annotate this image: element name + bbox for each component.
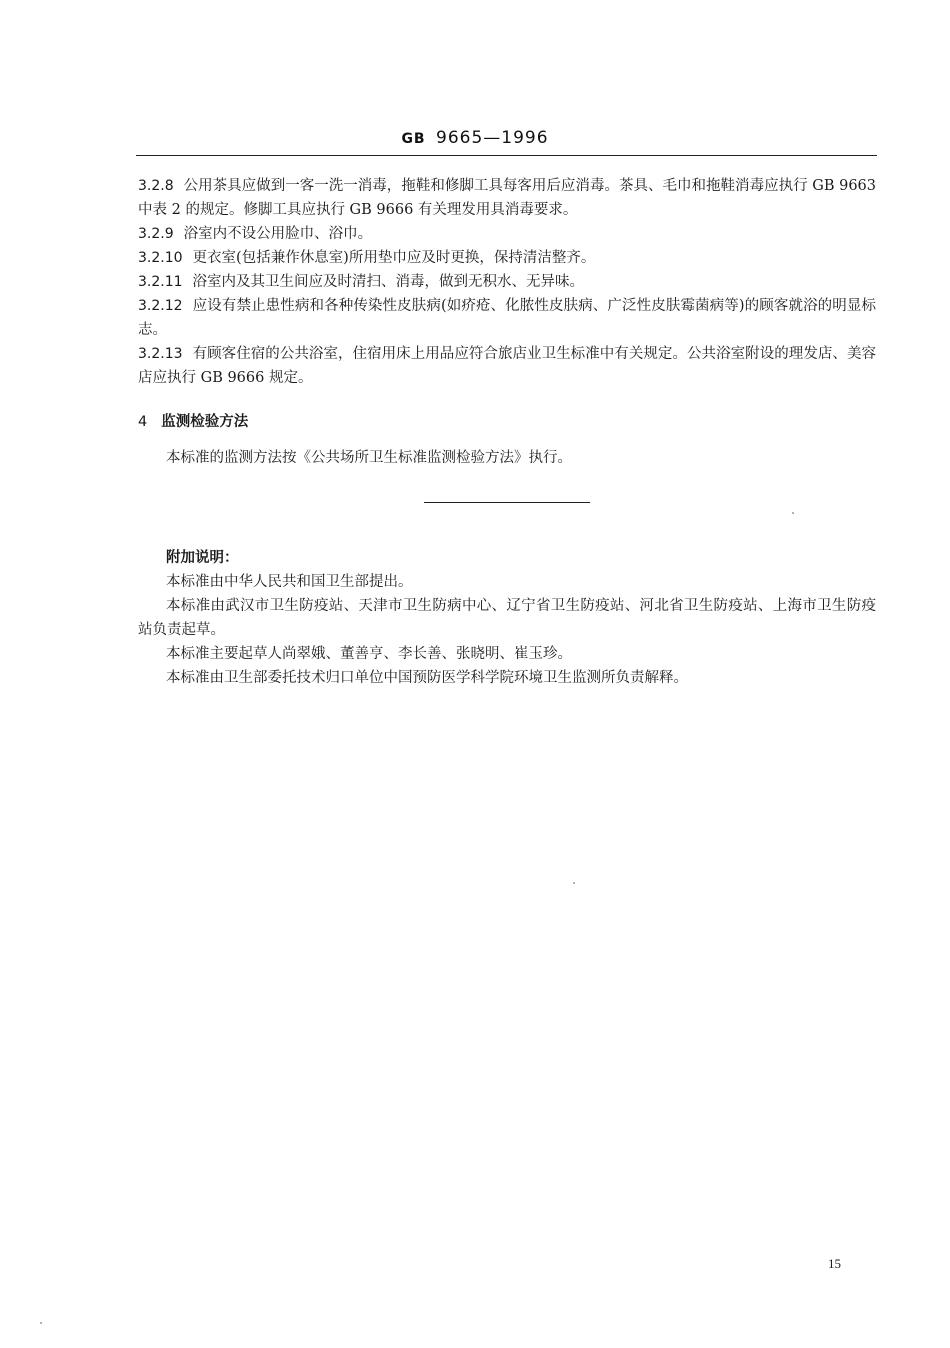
- clause-text: 应设有禁止患性病和各种传染性皮肤病(如疥疮、化脓性皮肤病、广泛性皮肤霉菌病等)的顾客就浴的明显标志。: [138, 298, 876, 338]
- scan-speck: [40, 1322, 42, 1324]
- scan-speck: [792, 512, 794, 514]
- clause-number: 3.2.9: [138, 226, 174, 242]
- appendix-notes: [138, 546, 876, 690]
- clause-list: [138, 174, 876, 390]
- end-rule: [424, 502, 590, 503]
- clause-text: 浴室内及其卫生间应及时清扫、消毒，做到无积水、无异味。: [192, 274, 585, 290]
- clause-3-2-13: [138, 342, 876, 390]
- clause-number: 3.2.13: [138, 346, 183, 362]
- clause-3-2-11: [138, 270, 876, 294]
- clause-text: 有顾客住宿的公共浴室，住宿用床上用品应符合旅店业卫生标准中有关规定。公共浴室附设的理发店、美容店应执行 GB 9666 规定。: [138, 346, 876, 386]
- section-4-heading: [138, 410, 248, 431]
- clause-number: 3.2.10: [138, 250, 183, 266]
- section-title: 监测检验方法: [161, 414, 249, 430]
- appendix-title: 附加说明：: [166, 550, 239, 566]
- clause-3-2-12: [138, 294, 876, 342]
- page-number: 15: [828, 1256, 841, 1271]
- header-code: 9665—1996: [436, 128, 549, 148]
- section-number: 4: [138, 414, 148, 430]
- clause-text: 更衣室(包括兼作休息室)所用垫巾应及时更换，保持清洁整齐。: [192, 250, 596, 266]
- header-rule: [136, 155, 877, 156]
- clause-number: 3.2.8: [138, 178, 174, 194]
- scan-speck: [573, 882, 575, 884]
- clause-text: 浴室内不设公用脸巾、浴巾。: [183, 226, 373, 242]
- clause-text: 公用茶具应做到一客一洗一消毒，拖鞋和修脚工具每客用后应消毒。茶具、毛巾和拖鞋消毒应执行 GB 9663 中表 2 的规定。修脚工具应执行 GB 9666 有关理发用具消毒要求。: [138, 178, 876, 218]
- section-4-body: 本标准的监测方法按《公共场所卫生标准监测检验方法》执行。: [166, 450, 572, 466]
- appendix-line: 本标准由武汉市卫生防疫站、天津市卫生防病中心、辽宁省卫生防疫站、河北省卫生防疫站、上海市卫生防疫站负责起草。: [138, 598, 876, 638]
- clause-number: 3.2.12: [138, 298, 183, 314]
- clause-3-2-8: [138, 174, 876, 222]
- clause-3-2-9: [138, 222, 876, 246]
- appendix-line: 本标准主要起草人尚翠娥、董善亨、李长善、张晓明、崔玉珍。: [166, 646, 572, 662]
- appendix-line: 本标准由中华人民共和国卫生部提出。: [166, 574, 413, 590]
- clause-3-2-10: [138, 246, 876, 270]
- header-prefix: GB: [401, 131, 426, 147]
- page-header: [0, 128, 950, 148]
- clause-number: 3.2.11: [138, 274, 183, 290]
- appendix-line: 本标准由卫生部委托技术归口单位中国预防医学科学院环境卫生监测所负责解释。: [166, 670, 688, 686]
